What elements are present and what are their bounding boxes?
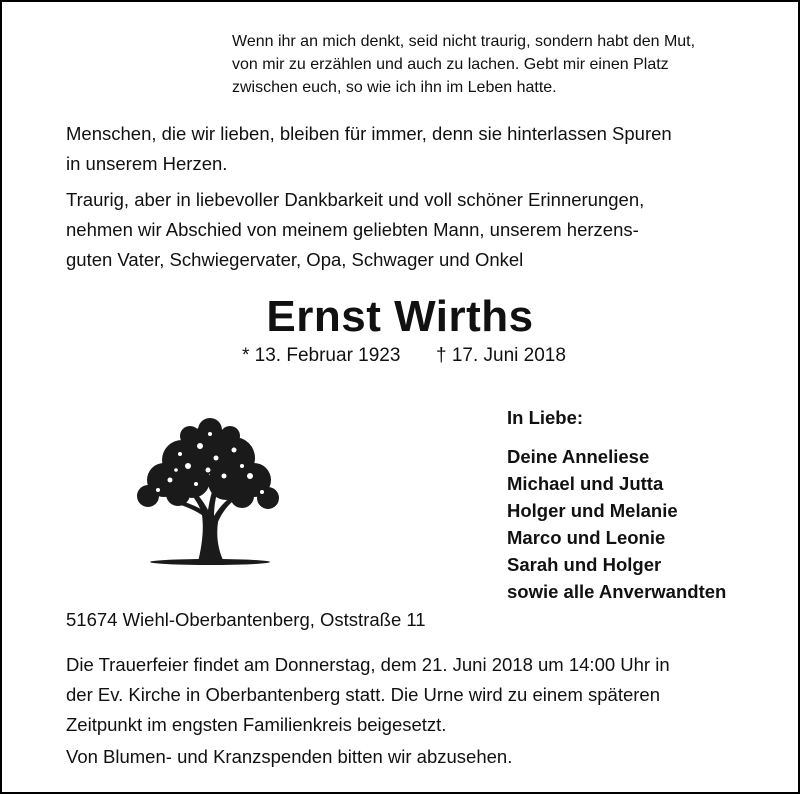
family-member: Marco und Leonie <box>507 527 666 548</box>
intro-line: in unserem Herzen. <box>66 153 228 174</box>
announcement-line: nehmen wir Abschied von meinem geliebten Mann, unserem herzens- <box>66 219 639 240</box>
family-member: Michael und Jutta <box>507 473 664 494</box>
closing-note: Von Blumen- und Kranzspenden bitten wir abzusehen. <box>66 746 513 767</box>
intro-paragraph <box>66 119 766 179</box>
announcement-line: Traurig, aber in liebevoller Dankbarkeit und voll schöner Erinnerungen, <box>66 189 645 210</box>
family-member: sowie alle Anverwandten <box>507 581 727 602</box>
family-member: Holger und Melanie <box>507 500 678 521</box>
birth-date: * 13. Februar 1923 <box>242 345 401 366</box>
announcement-paragraph <box>66 185 766 275</box>
ceremony-line: Zeitpunkt im engsten Familienkreis beigesetzt. <box>66 714 447 735</box>
family-member: Sarah und Holger <box>507 554 662 575</box>
ceremony-line: der Ev. Kirche in Oberbantenberg statt. Die Urne wird zu einem späteren <box>66 684 661 705</box>
quote-line: von mir zu erzählen und auch zu lachen. Gebt mir einen Platz <box>232 56 669 73</box>
announcement-line: guten Vater, Schwiegervater, Opa, Schwager und Onkel <box>66 249 524 270</box>
ceremony-paragraph <box>66 650 766 740</box>
family-heading: In Liebe: <box>507 407 584 428</box>
tree-icon <box>130 410 285 570</box>
quote-line: zwischen euch, so wie ich ihn im Leben hatte. <box>232 79 557 96</box>
memorial-quote <box>232 30 772 99</box>
deceased-name: Ernst Wirths <box>266 292 534 341</box>
address: 51674 Wiehl-Oberbantenberg, Oststraße 11 <box>66 609 426 630</box>
family-list <box>507 443 726 605</box>
intro-line: Menschen, die wir lieben, bleiben für immer, denn sie hinterlassen Spuren <box>66 123 672 144</box>
family-member: Deine Anneliese <box>507 446 650 467</box>
death-date: † 17. Juni 2018 <box>436 345 566 366</box>
ceremony-line: Die Trauerfeier findet am Donnerstag, dem 21. Juni 2018 um 14:00 Uhr in <box>66 654 670 675</box>
quote-line: Wenn ihr an mich denkt, seid nicht traurig, sondern habt den Mut, <box>232 33 696 50</box>
